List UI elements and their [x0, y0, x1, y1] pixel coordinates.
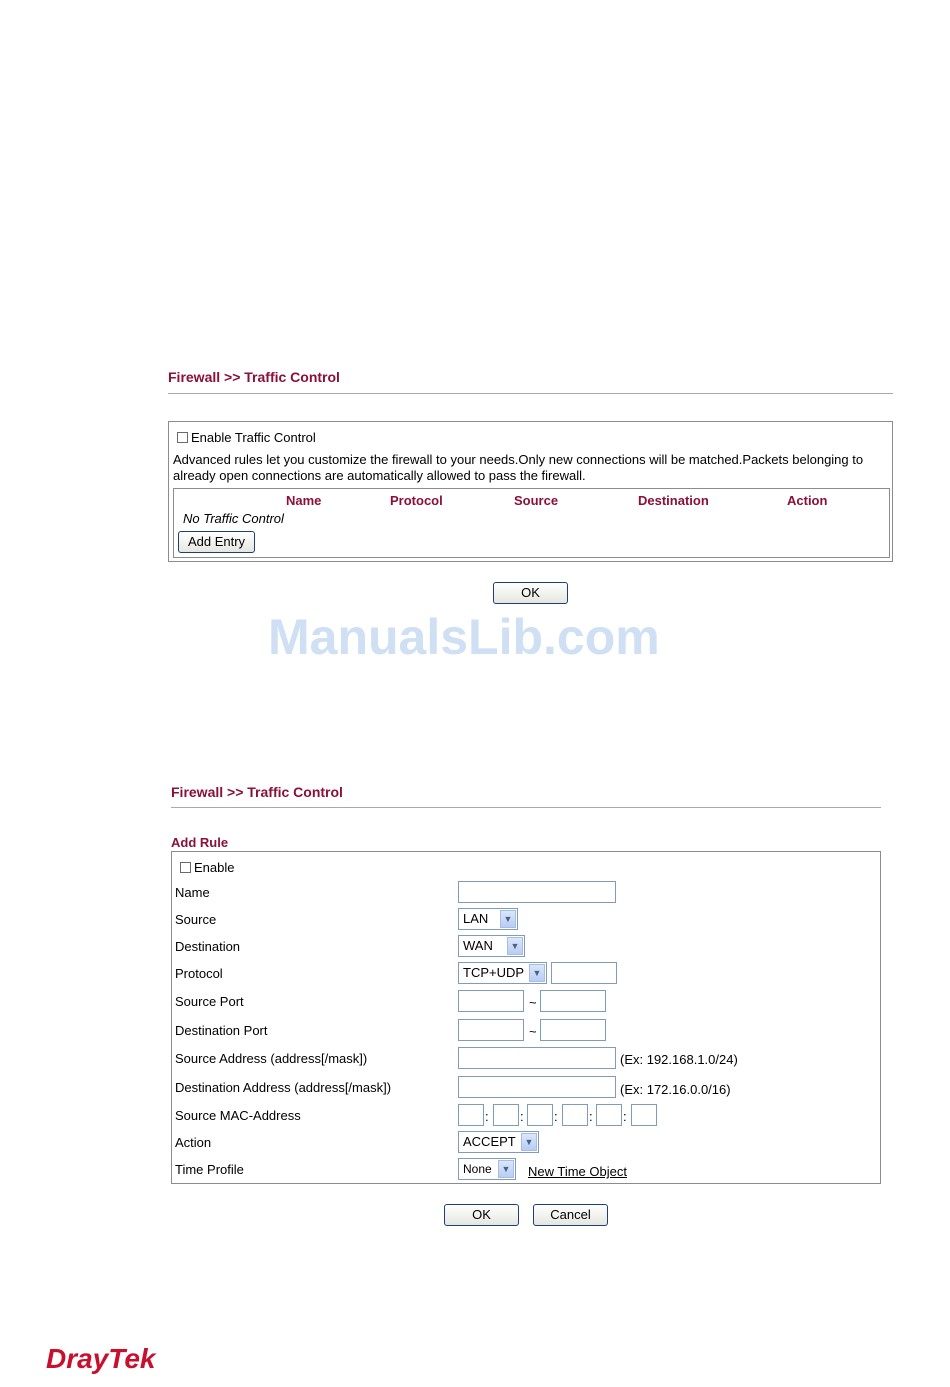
new-time-object-link[interactable]: New Time Object	[528, 1164, 627, 1179]
protocol-select[interactable]	[458, 962, 547, 984]
source-select[interactable]	[458, 908, 518, 930]
column-header-protocol: Protocol	[390, 493, 443, 508]
action-label: Action	[175, 1135, 212, 1150]
destination-select[interactable]	[458, 935, 525, 957]
column-header-destination: Destination	[638, 493, 709, 508]
mac-octet-input[interactable]	[596, 1104, 622, 1126]
add-entry-button[interactable]: Add Entry	[178, 531, 255, 553]
destination-port-start-input[interactable]	[458, 1019, 524, 1041]
traffic-control-panel	[168, 421, 893, 562]
destination-address-label: Destination Address (address[/mask])	[175, 1080, 392, 1095]
ok-button[interactable]: OK	[493, 582, 568, 604]
rules-table	[173, 488, 890, 558]
mac-octet-input[interactable]	[527, 1104, 553, 1126]
column-header-source: Source	[514, 493, 559, 508]
title-divider	[168, 393, 893, 394]
description-text: Advanced rules let you customize the firewall to your needs.Only new connections will be matched.Packets belonging to already open connections are automatically allowed to pass the firewall.	[173, 452, 864, 483]
range-separator: ~	[529, 995, 537, 1010]
time-profile-select[interactable]	[458, 1158, 516, 1180]
mac-separator: :	[520, 1109, 524, 1124]
empty-list-text: No Traffic Control	[183, 511, 284, 526]
add-rule-section-title: Add Rule	[171, 835, 229, 850]
protocol-number-input[interactable]	[551, 962, 617, 984]
chevron-down-icon: ▼	[498, 1160, 514, 1178]
mac-separator: :	[589, 1109, 593, 1124]
enable-traffic-control-label: Enable Traffic Control	[191, 430, 316, 445]
add-rule-form	[171, 851, 881, 1184]
mac-octet-input[interactable]	[562, 1104, 588, 1126]
destination-address-input[interactable]	[458, 1076, 616, 1098]
draytek-logo	[46, 1343, 155, 1375]
destination-selected-value: WAN	[463, 938, 493, 953]
add-rule-title-divider	[171, 807, 881, 808]
enable-rule-label: Enable	[194, 860, 235, 875]
name-label: Name	[175, 885, 210, 900]
enable-traffic-control-row	[177, 430, 316, 445]
mac-octet-input[interactable]	[631, 1104, 657, 1126]
chevron-down-icon: ▼	[529, 964, 545, 982]
source-port-end-input[interactable]	[540, 990, 606, 1012]
mac-separator: :	[623, 1109, 627, 1124]
source-address-input[interactable]	[458, 1047, 616, 1069]
source-label: Source	[175, 912, 217, 927]
enable-rule-checkbox[interactable]	[180, 862, 191, 873]
range-separator: ~	[529, 1024, 537, 1039]
action-selected-value: ACCEPT	[463, 1134, 516, 1149]
enable-rule-row	[180, 860, 234, 875]
destination-label: Destination	[175, 939, 241, 954]
page-title: Firewall >> Traffic Control	[168, 369, 340, 385]
source-selected-value: LAN	[463, 911, 489, 926]
chevron-down-icon: ▼	[507, 937, 523, 955]
source-mac-label: Source MAC-Address	[175, 1108, 301, 1123]
chevron-down-icon: ▼	[521, 1133, 537, 1151]
source-port-start-input[interactable]	[458, 990, 524, 1012]
enable-traffic-control-checkbox[interactable]	[177, 432, 188, 443]
mac-octet-input[interactable]	[493, 1104, 519, 1126]
watermark-text: ManualsLib.com	[268, 609, 660, 665]
destination-address-hint: (Ex: 172.16.0.0/16)	[620, 1082, 731, 1097]
add-rule-ok-button[interactable]: OK	[444, 1204, 519, 1226]
mac-separator: :	[554, 1109, 558, 1124]
source-port-label: Source Port	[175, 994, 244, 1009]
mac-octet-input[interactable]	[458, 1104, 484, 1126]
protocol-selected-value: TCP+UDP	[463, 965, 525, 980]
mac-separator: :	[485, 1109, 489, 1124]
time-profile-selected-value: None	[463, 1162, 492, 1176]
source-address-label: Source Address (address[/mask])	[175, 1051, 368, 1066]
time-profile-label: Time Profile	[175, 1162, 244, 1177]
protocol-label: Protocol	[175, 966, 223, 981]
action-select[interactable]	[458, 1131, 539, 1153]
destination-port-end-input[interactable]	[540, 1019, 606, 1041]
source-address-hint: (Ex: 192.168.1.0/24)	[620, 1052, 738, 1067]
add-rule-page-title: Firewall >> Traffic Control	[171, 784, 343, 800]
chevron-down-icon: ▼	[500, 910, 516, 928]
draytek-logo-text: DrayTek	[46, 1343, 156, 1374]
add-rule-cancel-button[interactable]: Cancel	[533, 1204, 608, 1226]
column-header-name: Name	[286, 493, 322, 508]
destination-port-label: Destination Port	[175, 1023, 268, 1038]
column-header-action: Action	[787, 493, 828, 508]
name-input[interactable]	[458, 881, 616, 903]
